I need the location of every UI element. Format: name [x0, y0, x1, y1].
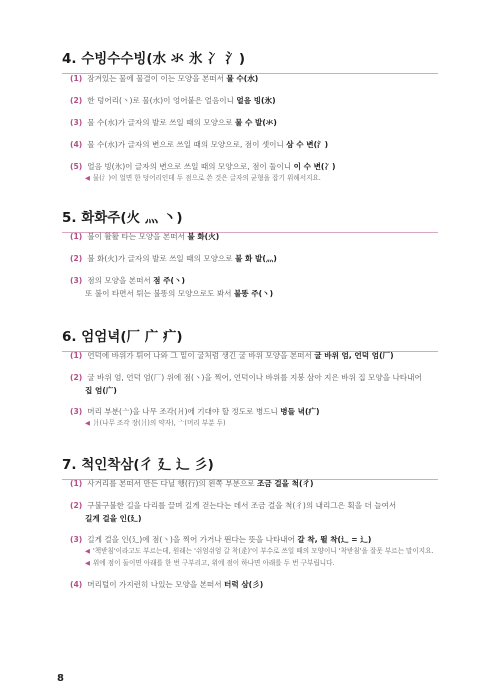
- list-item: (1) 언덕에 바위가 튀어 나와 그 밑이 굴처럼 생긴 굴 바위 모양을 본떠서 굴 바위 엄, 언덕 엄(厂): [70, 351, 394, 360]
- section-title: 7. 척인착삼(彳 廴 辶 彡): [62, 457, 214, 473]
- list-item: (5) 얼음 빙(氷)이 글자의 변으로 쓰일 때의 모양으로, 점이 둘이니 이 수 변(冫): [70, 162, 336, 171]
- list-item-continuation: 길게 걸을 인(廴): [85, 514, 142, 523]
- page-number: 8: [57, 673, 64, 684]
- list-item: (3) 머리 부분(亠)을 나무 조각(爿)에 기대야 할 정도로 병드니 병들 녁(疒): [70, 407, 320, 416]
- list-item: (3) 물 수(水)가 글자의 발로 쓰일 때의 모양으로 물 수 발(氺): [70, 118, 277, 127]
- section-6: [62, 325, 442, 352]
- speaker-icon: ◀: [85, 419, 90, 427]
- note: ◀ 위에 점이 둘이면 아래를 한 번 구부리고, 위에 점이 하나면 아래를 두 번 구부립니다.: [85, 559, 335, 567]
- speaker-icon: ◀: [85, 547, 90, 555]
- note: ◀ 물(氵)이 얼면 한 덩어리인데 두 점으로 쓴 것은 글자의 균형을 잡기 위해서지요.: [85, 174, 321, 182]
- list-item: (1) 사거리를 본떠서 만든 다닐 행(行)의 왼쪽 부분으로 조금 걸을 척(彳): [70, 479, 314, 488]
- list-item: (2) 불 화(火)가 글자의 발로 쓰일 때의 모양으로 불 화 발(灬): [70, 254, 277, 263]
- section-4: [62, 47, 442, 74]
- section-title: 4. 수빙수수빙(水 氺 氷 冫 氵): [62, 51, 246, 67]
- list-item: (1) 불이 활활 타는 모양을 본떠서 불 화(火): [70, 232, 220, 241]
- list-item: (1) 잠겨있는 물에 물결이 이는 모양을 본떠서 물 수(水): [70, 74, 259, 83]
- list-item: (4) 물 수(水)가 글자의 변으로 쓰일 때의 모양으로, 점이 셋이니 삼 수 변(氵): [70, 140, 329, 149]
- list-item-continuation: 집 엄(广): [85, 386, 117, 395]
- list-item: (2) 굴 바위 엄, 언덕 엄(厂) 위에 점(丶)을 찍어, 언덕이나 바위를 지붕 삼아 지은 바위 집 모양을 나타내어: [70, 373, 422, 382]
- list-item: (3) 길게 걸을 인(廴)에 점(丶)을 찍어 가거나 뛴다는 뜻을 나타내어 갈 착, 뛸 착(辶 = 辶): [70, 535, 372, 544]
- list-item: (2) 한 덩어리(丶)로 물(水)이 엉어붙은 얼음이니 얼음 빙(氷): [70, 96, 276, 105]
- list-item: (4) 머리털이 가지런히 나있는 모양을 본떠서 터럭 삼(彡): [70, 580, 264, 589]
- speaker-icon: ◀: [85, 174, 90, 182]
- section-5: [62, 206, 442, 233]
- section-title: 6. 엄엄녁(厂 广 疒): [62, 329, 183, 345]
- section-7: [62, 453, 442, 480]
- section-title: 5. 화화주(火 灬 丶): [62, 210, 183, 226]
- list-item-continuation: 또 불이 타면서 튀는 불똥의 모양으로도 봐서 불똥 주(丶): [85, 289, 274, 298]
- note: ◀ 爿(나무 조각 장(爿)의 약자), 亠(머리 부분 두): [85, 419, 226, 427]
- list-item: (3) 점의 모양을 본떠서 점 주(丶): [70, 276, 186, 285]
- note: ◀ '책받침'이라고도 부르는데, 원래는 '쉬엄쉬엄 갈 착(辵)'이 부수로 쓰일 때의 모양이니 '착받침'을 잘못 부르는 말이지요.: [85, 547, 434, 555]
- speaker-icon: ◀: [85, 559, 90, 567]
- list-item: (2) 구불구불한 길을 다리를 끌며 길게 걷는다는 데서 조금 걸을 척(彳)의 내리그은 획을 더 늘여서: [70, 501, 397, 510]
